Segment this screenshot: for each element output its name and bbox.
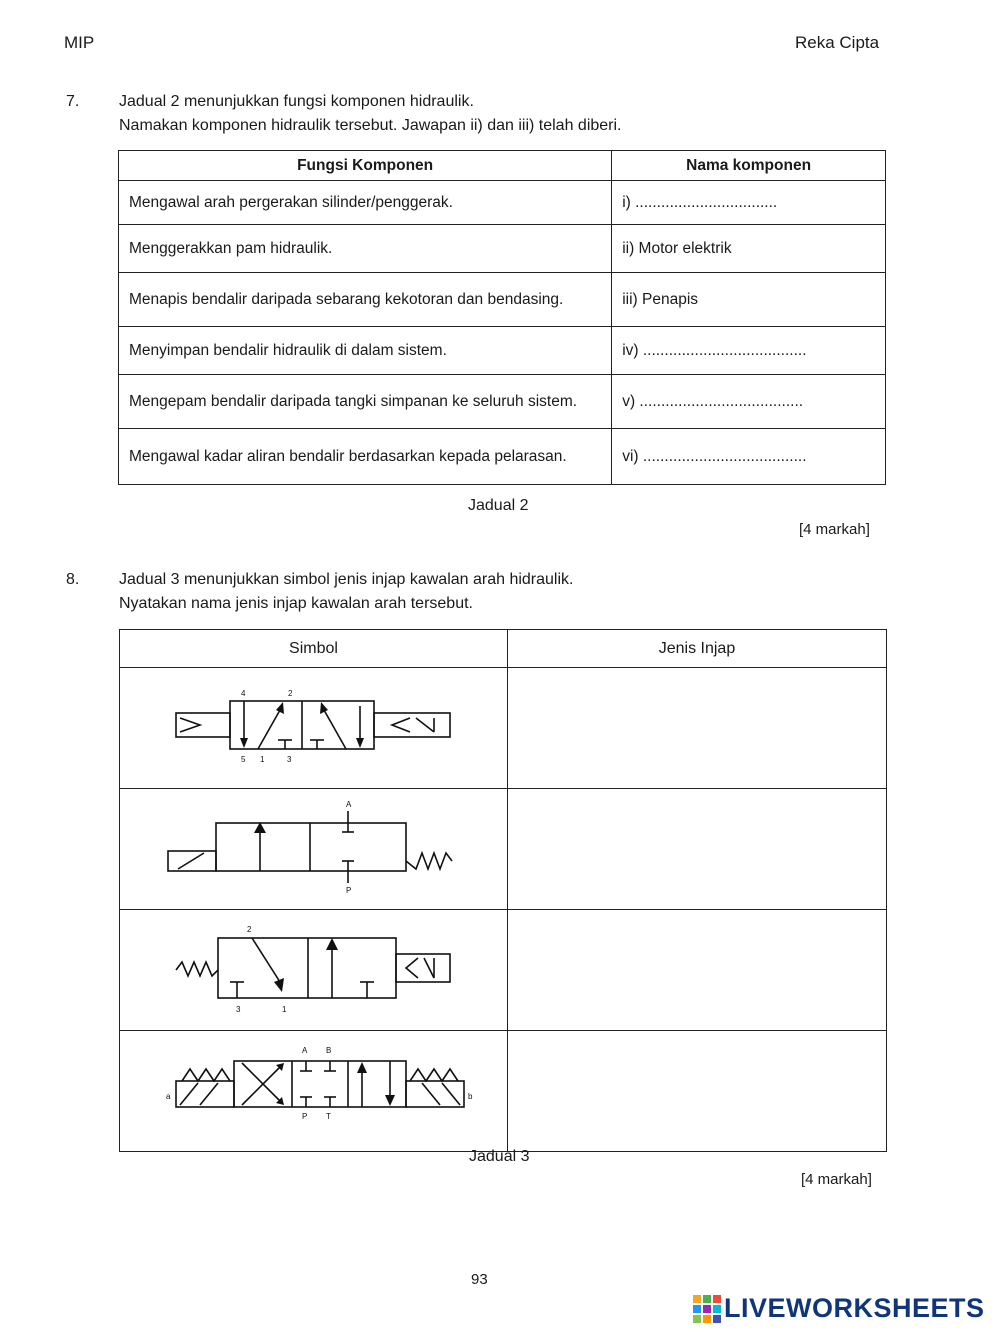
answer-blank-v[interactable]: v) ...................................... bbox=[612, 375, 886, 429]
fungsi-cell: Mengawal kadar aliran bendalir berdasarkan kepada pelarasan. bbox=[119, 429, 612, 485]
port-label: 3 bbox=[287, 755, 292, 764]
port-label: B bbox=[326, 1046, 332, 1055]
fungsi-cell: Mengawal arah pergerakan silinder/penggerak. bbox=[119, 181, 612, 225]
q7-line2: Namakan komponen hidraulik tersebut. Jawapan ii) dan iii) telah diberi. bbox=[119, 117, 622, 134]
fungsi-cell: Menggerakkan pam hidraulik. bbox=[119, 225, 612, 273]
port-label: T bbox=[326, 1112, 331, 1121]
port-label: 5 bbox=[241, 755, 246, 764]
table3-header-jenis: Jenis Injap bbox=[507, 630, 886, 668]
port-label: 2 bbox=[247, 925, 252, 934]
valve-symbol-4-3-spring-centred bbox=[120, 1031, 506, 1146]
table-row bbox=[119, 225, 886, 273]
table-row bbox=[119, 429, 886, 485]
port-label: A bbox=[302, 1046, 308, 1055]
q7-marks: [4 markah] bbox=[799, 521, 870, 538]
port-label: 1 bbox=[282, 1005, 287, 1014]
table-row bbox=[120, 910, 887, 1031]
answer-cell-1[interactable] bbox=[507, 668, 886, 789]
header-left: MIP bbox=[64, 33, 95, 52]
symbol-cell bbox=[120, 668, 508, 789]
answer-cell-4[interactable] bbox=[507, 1031, 886, 1152]
symbol-cell bbox=[120, 789, 508, 910]
port-label: b bbox=[468, 1092, 473, 1101]
q8-number: 8. bbox=[66, 571, 80, 588]
fungsi-cell: Mengepam bendalir daripada tangki simpanan ke seluruh sistem. bbox=[119, 375, 612, 429]
q8-line2: Nyatakan nama jenis injap kawalan arah tersebut. bbox=[119, 595, 473, 612]
q7-number: 7. bbox=[66, 93, 80, 110]
table-row bbox=[120, 668, 887, 789]
table-row bbox=[119, 273, 886, 327]
q8-marks: [4 markah] bbox=[801, 1171, 872, 1188]
nama-cell: iii) Penapis bbox=[612, 273, 886, 327]
symbol-cell bbox=[120, 910, 508, 1031]
answer-blank-vi[interactable]: vi) ...................................... bbox=[612, 429, 886, 485]
fungsi-cell: Menyimpan bendalir hidraulik di dalam sistem. bbox=[119, 327, 612, 375]
port-label: 4 bbox=[241, 689, 246, 698]
port-label: 1 bbox=[260, 755, 265, 764]
table2-header-nama: Nama komponen bbox=[612, 151, 886, 181]
symbol-cell bbox=[120, 1031, 508, 1152]
jadual-2-caption: Jadual 2 bbox=[468, 497, 529, 514]
nama-cell: ii) Motor elektrik bbox=[612, 225, 886, 273]
table-row bbox=[120, 789, 887, 910]
q7-line1: Jadual 2 menunjukkan fungsi komponen hidraulik. bbox=[119, 93, 474, 110]
port-label: P bbox=[346, 886, 352, 895]
port-label: P bbox=[302, 1112, 308, 1121]
table-row bbox=[119, 327, 886, 375]
q8-line1: Jadual 3 menunjukkan simbol jenis injap kawalan arah hidraulik. bbox=[119, 571, 574, 588]
table-jadual-3 bbox=[119, 629, 887, 1152]
table2-header-fungsi: Fungsi Komponen bbox=[119, 151, 612, 181]
liveworksheets-logo-icon bbox=[692, 1294, 722, 1324]
table-row bbox=[120, 1031, 887, 1152]
answer-blank-iv[interactable]: iv) ...................................... bbox=[612, 327, 886, 375]
port-label: 3 bbox=[236, 1005, 241, 1014]
port-label: 2 bbox=[288, 689, 293, 698]
jadual-3-caption: Jadual 3 bbox=[469, 1148, 530, 1165]
answer-cell-2[interactable] bbox=[507, 789, 886, 910]
table-row bbox=[119, 181, 886, 225]
liveworksheets-brand[interactable]: LIVEWORKSHEETS bbox=[724, 1293, 985, 1323]
answer-cell-3[interactable] bbox=[507, 910, 886, 1031]
port-label: A bbox=[346, 800, 352, 809]
valve-symbol-2-2-spring-return bbox=[120, 789, 506, 904]
valve-symbol-5-2-double-solenoid bbox=[120, 668, 506, 783]
port-label: a bbox=[166, 1092, 171, 1101]
valve-symbol-3-2-spring-return bbox=[120, 910, 506, 1025]
fungsi-cell: Menapis bendalir daripada sebarang kekotoran dan bendasing. bbox=[119, 273, 612, 327]
table-jadual-2 bbox=[118, 150, 886, 485]
answer-blank-i[interactable]: i) ................................. bbox=[612, 181, 886, 225]
page-number: 93 bbox=[471, 1271, 488, 1288]
header-right: Reka Cipta bbox=[795, 33, 880, 52]
table-row bbox=[119, 375, 886, 429]
table3-header-simbol: Simbol bbox=[120, 630, 508, 668]
